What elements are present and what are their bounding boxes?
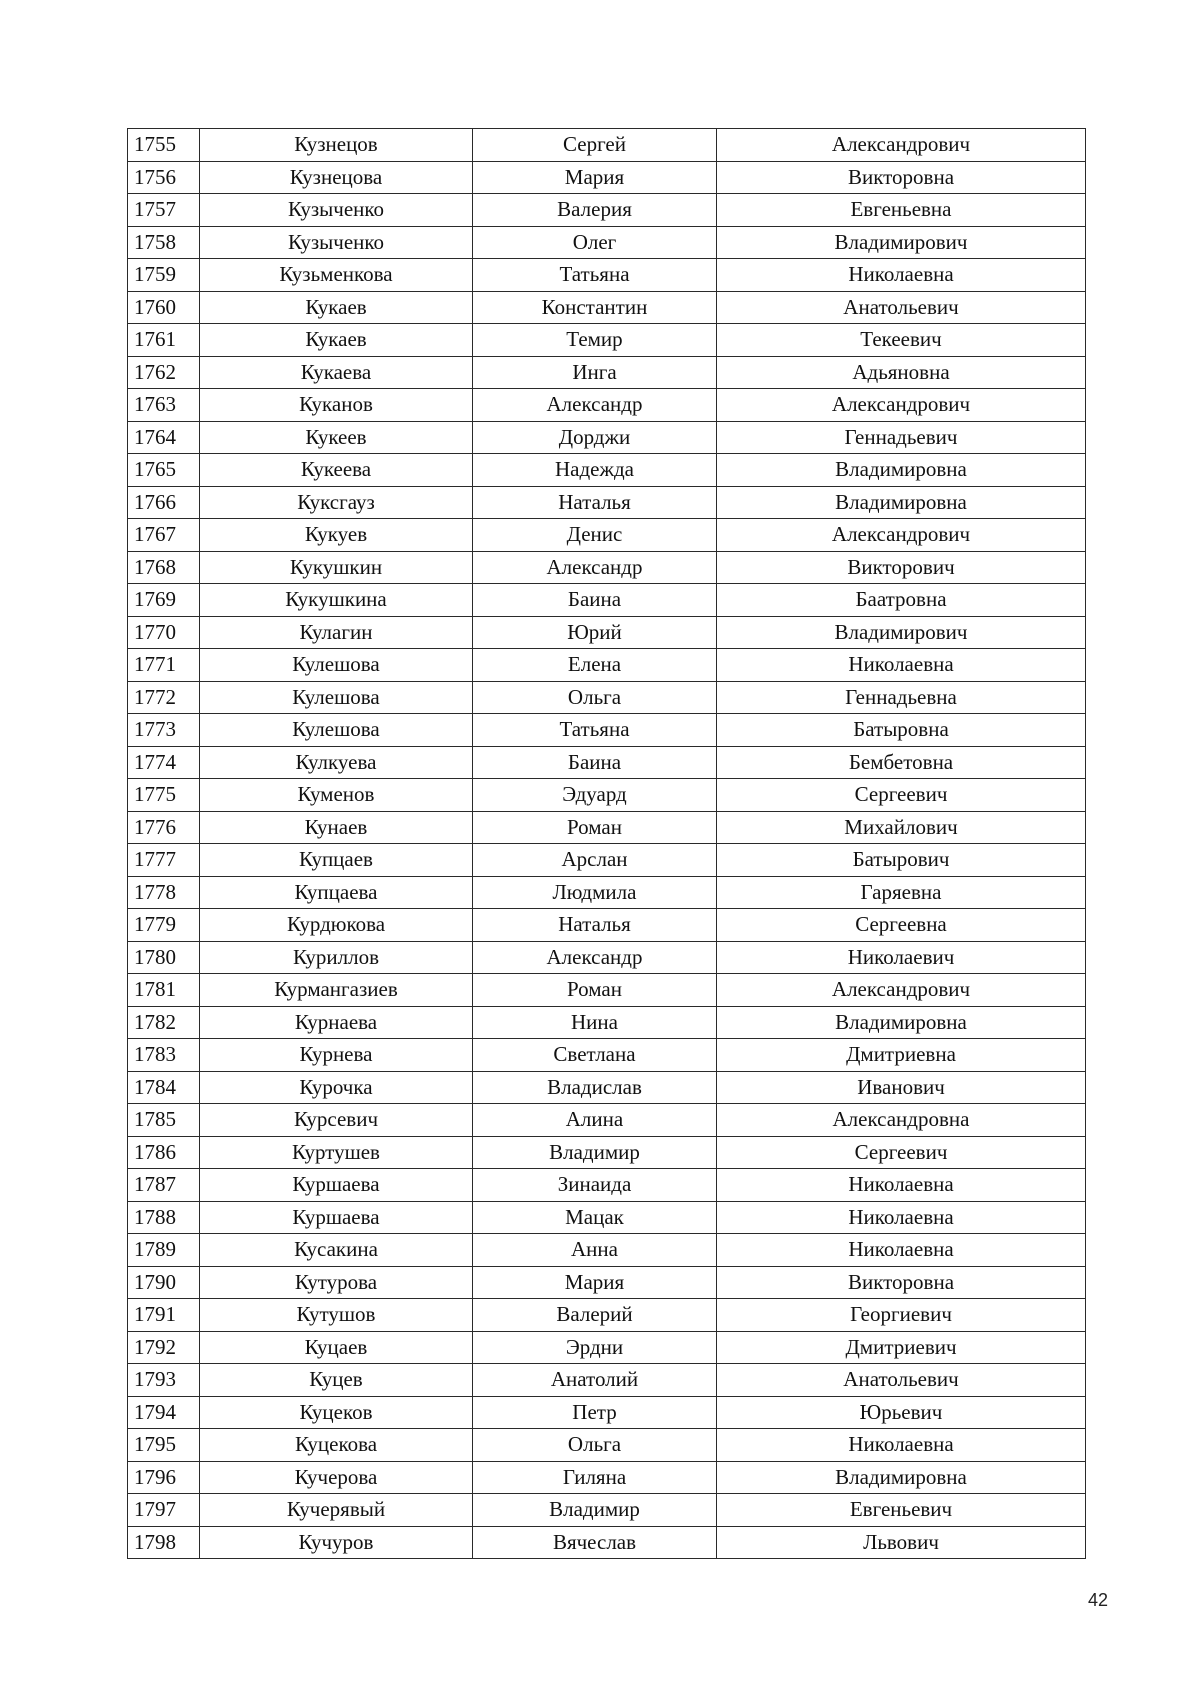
last-name: Куканов xyxy=(200,389,473,422)
last-name: Куриллов xyxy=(200,941,473,974)
patronymic: Александрович xyxy=(717,974,1086,1007)
table-row xyxy=(128,1006,1086,1039)
last-name: Кутурова xyxy=(200,1266,473,1299)
table-row xyxy=(128,1364,1086,1397)
last-name: Кузыченко xyxy=(200,226,473,259)
last-name: Кукеев xyxy=(200,421,473,454)
row-number: 1794 xyxy=(128,1396,200,1429)
name-list-body xyxy=(128,129,1086,1559)
patronymic: Николаевна xyxy=(717,1169,1086,1202)
row-number: 1774 xyxy=(128,746,200,779)
row-number: 1762 xyxy=(128,356,200,389)
last-name: Куршаева xyxy=(200,1169,473,1202)
page-number: 42 xyxy=(1087,1590,1108,1610)
row-number: 1768 xyxy=(128,551,200,584)
patronymic: Владимировна xyxy=(717,1461,1086,1494)
row-number: 1767 xyxy=(128,519,200,552)
first-name: Мария xyxy=(473,1266,717,1299)
patronymic: Александрович xyxy=(717,389,1086,422)
table-row xyxy=(128,1331,1086,1364)
last-name: Кулагин xyxy=(200,616,473,649)
row-number: 1775 xyxy=(128,779,200,812)
row-number: 1793 xyxy=(128,1364,200,1397)
table-row xyxy=(128,1494,1086,1527)
first-name: Людмила xyxy=(473,876,717,909)
table-row xyxy=(128,1234,1086,1267)
row-number: 1766 xyxy=(128,486,200,519)
first-name: Петр xyxy=(473,1396,717,1429)
first-name: Ольга xyxy=(473,681,717,714)
first-name: Роман xyxy=(473,974,717,1007)
patronymic: Георгиевич xyxy=(717,1299,1086,1332)
table-row xyxy=(128,291,1086,324)
first-name: Дорджи xyxy=(473,421,717,454)
last-name: Курнаева xyxy=(200,1006,473,1039)
last-name: Кулешова xyxy=(200,681,473,714)
table-row xyxy=(128,1201,1086,1234)
last-name: Кузнецова xyxy=(200,161,473,194)
patronymic: Текеевич xyxy=(717,324,1086,357)
table-row xyxy=(128,551,1086,584)
first-name: Светлана xyxy=(473,1039,717,1072)
row-number: 1757 xyxy=(128,194,200,227)
row-number: 1759 xyxy=(128,259,200,292)
patronymic: Николаевна xyxy=(717,259,1086,292)
last-name: Куцев xyxy=(200,1364,473,1397)
table-row xyxy=(128,389,1086,422)
patronymic: Николаевич xyxy=(717,941,1086,974)
first-name: Константин xyxy=(473,291,717,324)
patronymic: Бембетовна xyxy=(717,746,1086,779)
row-number: 1765 xyxy=(128,454,200,487)
first-name: Денис xyxy=(473,519,717,552)
table-row xyxy=(128,1266,1086,1299)
row-number: 1779 xyxy=(128,909,200,942)
patronymic: Евгеньевна xyxy=(717,194,1086,227)
patronymic: Анатольевич xyxy=(717,291,1086,324)
last-name: Кукушкина xyxy=(200,584,473,617)
last-name: Кукаев xyxy=(200,324,473,357)
first-name: Алина xyxy=(473,1104,717,1137)
patronymic: Александрович xyxy=(717,129,1086,162)
table-row xyxy=(128,1169,1086,1202)
first-name: Эдуард xyxy=(473,779,717,812)
row-number: 1789 xyxy=(128,1234,200,1267)
patronymic: Николаевна xyxy=(717,1429,1086,1462)
row-number: 1770 xyxy=(128,616,200,649)
first-name: Сергей xyxy=(473,129,717,162)
patronymic: Геннадьевич xyxy=(717,421,1086,454)
last-name: Кузнецов xyxy=(200,129,473,162)
row-number: 1776 xyxy=(128,811,200,844)
patronymic: Юрьевич xyxy=(717,1396,1086,1429)
last-name: Кучуров xyxy=(200,1526,473,1559)
first-name: Наталья xyxy=(473,486,717,519)
patronymic: Сергеевич xyxy=(717,779,1086,812)
table-row xyxy=(128,194,1086,227)
row-number: 1792 xyxy=(128,1331,200,1364)
last-name: Кукуев xyxy=(200,519,473,552)
table-row xyxy=(128,259,1086,292)
table-row xyxy=(128,876,1086,909)
row-number: 1764 xyxy=(128,421,200,454)
last-name: Кукаева xyxy=(200,356,473,389)
first-name: Вячеслав xyxy=(473,1526,717,1559)
last-name: Курнева xyxy=(200,1039,473,1072)
last-name: Курочка xyxy=(200,1071,473,1104)
first-name: Ольга xyxy=(473,1429,717,1462)
first-name: Баина xyxy=(473,584,717,617)
first-name: Зинаида xyxy=(473,1169,717,1202)
first-name: Александр xyxy=(473,941,717,974)
first-name: Надежда xyxy=(473,454,717,487)
row-number: 1786 xyxy=(128,1136,200,1169)
last-name: Кутушов xyxy=(200,1299,473,1332)
table-row xyxy=(128,1071,1086,1104)
patronymic: Дмитриевна xyxy=(717,1039,1086,1072)
last-name: Кучерявый xyxy=(200,1494,473,1527)
table-row xyxy=(128,1039,1086,1072)
first-name: Нина xyxy=(473,1006,717,1039)
last-name: Кузыченко xyxy=(200,194,473,227)
first-name: Елена xyxy=(473,649,717,682)
patronymic: Анатольевич xyxy=(717,1364,1086,1397)
row-number: 1763 xyxy=(128,389,200,422)
last-name: Куршаева xyxy=(200,1201,473,1234)
table-row xyxy=(128,844,1086,877)
patronymic: Михайлович xyxy=(717,811,1086,844)
row-number: 1787 xyxy=(128,1169,200,1202)
row-number: 1798 xyxy=(128,1526,200,1559)
last-name: Куменов xyxy=(200,779,473,812)
last-name: Кучерова xyxy=(200,1461,473,1494)
last-name: Кунаев xyxy=(200,811,473,844)
table-row xyxy=(128,811,1086,844)
last-name: Кукушкин xyxy=(200,551,473,584)
patronymic: Николаевна xyxy=(717,1201,1086,1234)
table-row xyxy=(128,519,1086,552)
row-number: 1772 xyxy=(128,681,200,714)
patronymic: Баатровна xyxy=(717,584,1086,617)
row-number: 1755 xyxy=(128,129,200,162)
patronymic: Владимировна xyxy=(717,1006,1086,1039)
first-name: Гиляна xyxy=(473,1461,717,1494)
last-name: Курсевич xyxy=(200,1104,473,1137)
table-row xyxy=(128,584,1086,617)
last-name: Кулешова xyxy=(200,649,473,682)
last-name: Кукаев xyxy=(200,291,473,324)
first-name: Инга xyxy=(473,356,717,389)
first-name: Валерия xyxy=(473,194,717,227)
row-number: 1778 xyxy=(128,876,200,909)
row-number: 1781 xyxy=(128,974,200,1007)
patronymic: Евгеньевич xyxy=(717,1494,1086,1527)
table-row xyxy=(128,941,1086,974)
table-row xyxy=(128,421,1086,454)
table-row xyxy=(128,1136,1086,1169)
table-row xyxy=(128,649,1086,682)
last-name: Купцаев xyxy=(200,844,473,877)
first-name: Владислав xyxy=(473,1071,717,1104)
table-row xyxy=(128,1526,1086,1559)
table-row xyxy=(128,486,1086,519)
table-row xyxy=(128,746,1086,779)
table-row xyxy=(128,1104,1086,1137)
row-number: 1796 xyxy=(128,1461,200,1494)
row-number: 1756 xyxy=(128,161,200,194)
patronymic: Адьяновна xyxy=(717,356,1086,389)
first-name: Мария xyxy=(473,161,717,194)
table-row xyxy=(128,779,1086,812)
patronymic: Гаряевна xyxy=(717,876,1086,909)
name-list-table xyxy=(127,128,1086,1559)
first-name: Юрий xyxy=(473,616,717,649)
first-name: Анатолий xyxy=(473,1364,717,1397)
row-number: 1784 xyxy=(128,1071,200,1104)
first-name: Роман xyxy=(473,811,717,844)
last-name: Куртушев xyxy=(200,1136,473,1169)
patronymic: Викторович xyxy=(717,551,1086,584)
row-number: 1760 xyxy=(128,291,200,324)
first-name: Александр xyxy=(473,551,717,584)
first-name: Олег xyxy=(473,226,717,259)
first-name: Валерий xyxy=(473,1299,717,1332)
patronymic: Дмитриевич xyxy=(717,1331,1086,1364)
last-name: Курдюкова xyxy=(200,909,473,942)
row-number: 1788 xyxy=(128,1201,200,1234)
first-name: Татьяна xyxy=(473,259,717,292)
first-name: Наталья xyxy=(473,909,717,942)
row-number: 1785 xyxy=(128,1104,200,1137)
last-name: Кузьменкова xyxy=(200,259,473,292)
row-number: 1777 xyxy=(128,844,200,877)
row-number: 1790 xyxy=(128,1266,200,1299)
patronymic: Геннадьевна xyxy=(717,681,1086,714)
row-number: 1780 xyxy=(128,941,200,974)
row-number: 1791 xyxy=(128,1299,200,1332)
row-number: 1795 xyxy=(128,1429,200,1462)
row-number: 1761 xyxy=(128,324,200,357)
table-row xyxy=(128,356,1086,389)
patronymic: Николаевна xyxy=(717,1234,1086,1267)
patronymic: Сергеевич xyxy=(717,1136,1086,1169)
row-number: 1797 xyxy=(128,1494,200,1527)
patronymic: Владимировна xyxy=(717,486,1086,519)
patronymic: Владимирович xyxy=(717,226,1086,259)
row-number: 1769 xyxy=(128,584,200,617)
patronymic: Викторовна xyxy=(717,1266,1086,1299)
table-row xyxy=(128,161,1086,194)
last-name: Куцекова xyxy=(200,1429,473,1462)
row-number: 1783 xyxy=(128,1039,200,1072)
last-name: Курмангазиев xyxy=(200,974,473,1007)
table-row xyxy=(128,1299,1086,1332)
patronymic: Александровна xyxy=(717,1104,1086,1137)
last-name: Кусакина xyxy=(200,1234,473,1267)
table-row xyxy=(128,1461,1086,1494)
first-name: Темир xyxy=(473,324,717,357)
table-row xyxy=(128,909,1086,942)
first-name: Татьяна xyxy=(473,714,717,747)
row-number: 1782 xyxy=(128,1006,200,1039)
table-row xyxy=(128,454,1086,487)
first-name: Александр xyxy=(473,389,717,422)
patronymic: Батырович xyxy=(717,844,1086,877)
table-row xyxy=(128,129,1086,162)
first-name: Владимир xyxy=(473,1494,717,1527)
table-row xyxy=(128,974,1086,1007)
patronymic: Сергеевна xyxy=(717,909,1086,942)
table-row xyxy=(128,714,1086,747)
patronymic: Львович xyxy=(717,1526,1086,1559)
first-name: Анна xyxy=(473,1234,717,1267)
table-row xyxy=(128,616,1086,649)
last-name: Куцаев xyxy=(200,1331,473,1364)
table-row xyxy=(128,1396,1086,1429)
patronymic: Александрович xyxy=(717,519,1086,552)
patronymic: Владимировна xyxy=(717,454,1086,487)
last-name: Купцаева xyxy=(200,876,473,909)
first-name: Эрдни xyxy=(473,1331,717,1364)
table-row xyxy=(128,1429,1086,1462)
patronymic: Иванович xyxy=(717,1071,1086,1104)
row-number: 1771 xyxy=(128,649,200,682)
patronymic: Николаевна xyxy=(717,649,1086,682)
patronymic: Владимирович xyxy=(717,616,1086,649)
patronymic: Батыровна xyxy=(717,714,1086,747)
first-name: Владимир xyxy=(473,1136,717,1169)
last-name: Кулкуева xyxy=(200,746,473,779)
first-name: Мацак xyxy=(473,1201,717,1234)
table-row xyxy=(128,226,1086,259)
first-name: Арслан xyxy=(473,844,717,877)
row-number: 1758 xyxy=(128,226,200,259)
table-row xyxy=(128,324,1086,357)
last-name: Кулешова xyxy=(200,714,473,747)
row-number: 1773 xyxy=(128,714,200,747)
last-name: Куцеков xyxy=(200,1396,473,1429)
last-name: Куксгауз xyxy=(200,486,473,519)
table-row xyxy=(128,681,1086,714)
patronymic: Викторовна xyxy=(717,161,1086,194)
first-name: Баина xyxy=(473,746,717,779)
last-name: Кукеева xyxy=(200,454,473,487)
